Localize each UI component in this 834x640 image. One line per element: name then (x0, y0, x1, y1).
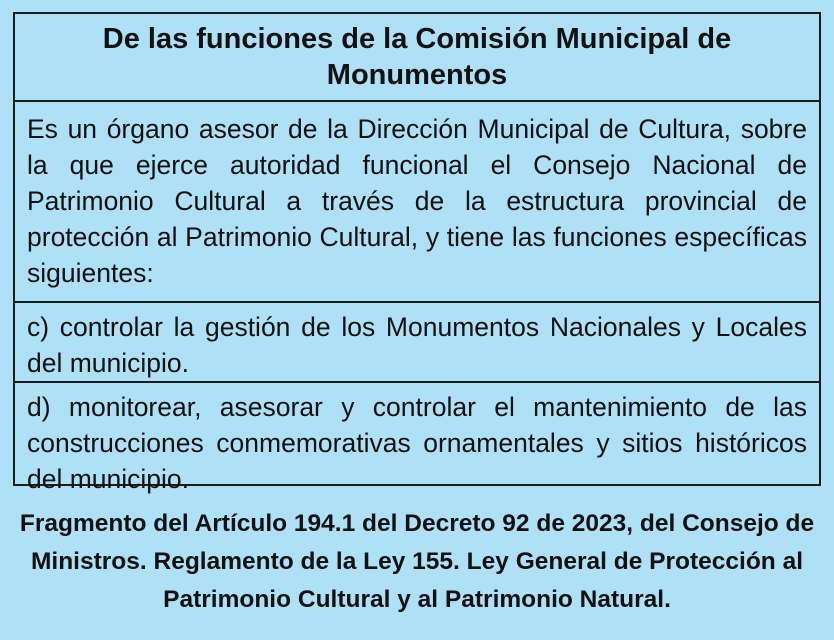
article-table (13, 12, 821, 494)
table-heading: De las funciones de la Comisión Municipal de Monumentos (15, 14, 819, 102)
function-item-d: d) monitorear, asesorar y controlar el mantenimiento de las construcciones conmemorativas ornamentales y sitios históricos del municipio. (27, 392, 807, 494)
intro-paragraph: Es un órgano asesor de la Dirección Municipal de Cultura, sobre la que ejerce autoridad funcional el Consejo Nacional de Patrimonio Cultural a través de la estructura provincial de protección al Patrimonio Cultural, y tiene las funciones específicas siguientes: (15, 102, 819, 303)
function-item-c: c) controlar la gestión de los Monumentos Nacionales y Locales del municipio. (15, 303, 819, 383)
source-caption: Fragmento del Artículo 194.1 del Decreto 92 de 2023, del Consejo de Ministros. Reglamento de la Ley 155. Ley General de Protección al Patrimonio Cultural y al Patrimonio Natural. (19, 510, 815, 613)
